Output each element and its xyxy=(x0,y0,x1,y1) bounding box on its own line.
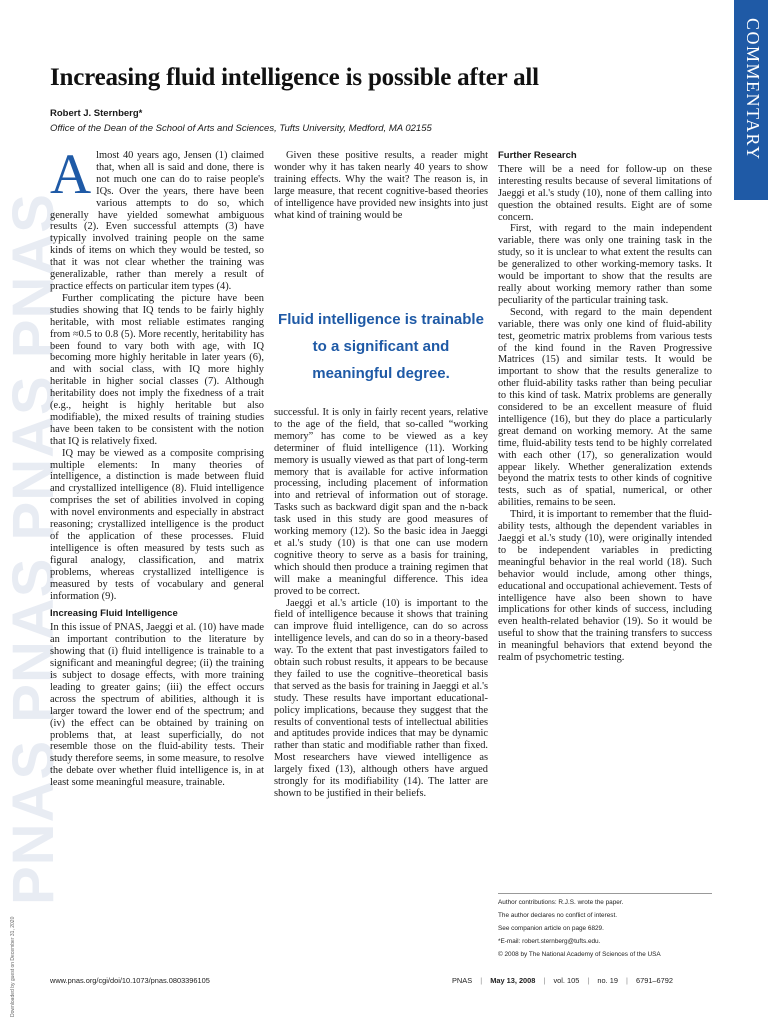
watermark-text: PNAS PNAS PNAS PNAS xyxy=(1,193,66,905)
drop-cap: A xyxy=(50,143,92,206)
footer-number: no. 19 xyxy=(597,976,618,985)
footer-date: May 13, 2008 xyxy=(490,976,536,985)
paragraph-1-text: lmost 40 years ago, Jensen (1) claimed that, when all is said and done, there is not much one can do to raise people's IQs. Over the years, there have been various attempts to do so, which generally have yielded somewhat ambiguous results (2). Even successful attempts (3) have typically involved training people on the same kinds of items on which they would be tested, so that it was not clear whether the training was generalizable, rather than merely a result of practice effects on particular item types (4). xyxy=(50,150,264,292)
paragraph-10: Third, it is important to remember that the fluid-ability tests, although the dependent variables in Jaeggi et al.'s study (10), were originally intended to be independent variables in predicting meaningful behavior in the real world (18). Such behavior would include, among other things, educational and occupational achievement. Tests of intelligence have also been shown to have implications for other kinds of success, including even health-related behavior (19). So it would be useful to show that the training transfers to success in meaningful behaviors that extend beyond the realm of psychometric testing. xyxy=(498,509,712,664)
footer-separator: | xyxy=(543,976,546,985)
paragraph-7: There will be a need for follow-up on these interesting results because of several limitations of Jaeggi et al.'s study (10), none of them calling into question the obtained results. Eight are of some concern. xyxy=(498,163,712,223)
paragraph-3: IQ may be viewed as a composite comprising multiple elements: In many theories of intelligence, a distinction is made between fluid and crystallized intelligence (8). Fluid intelligence comprises the set of abilities involved in coping with novel environments and especially in abstract reasoning; crystallized intelligence is the product of the application of these processes. Fluid intelligence is often measured by tests such as figural analogy, classification, and matrix problems, whereas crystallized intelligence is measured by tests of vocabulary and general information (9). xyxy=(50,447,264,602)
footer-pages: 6791–6792 xyxy=(635,976,673,985)
column-2-bottom xyxy=(274,407,488,800)
note-companion: See companion article on page 6829. xyxy=(498,925,604,932)
pull-quote: Fluid intelligence is trainable to a significant and meaningful degree. xyxy=(278,311,484,382)
citation-footer xyxy=(452,976,673,985)
footnotes xyxy=(498,893,712,961)
paragraph-2: Further complicating the picture have been studies showing that IQ tends to be fairly highly heritable, with most reliable estimates ranging from ≈0.5 to 0.8 (5). More recently, heritability has been found to vary both with age, with IQ becoming more highly heritable in later years (6), and with social class, with IQ more highly heritable in higher social classes (7). Although heritability does not imply the fixedness of a trait (e.g., height is highly heritable but also modifiable), the mixed results of training studies have been taken to be consistent with the notion that IQ is relatively fixed. xyxy=(50,292,264,447)
article-author: Robert J. Sternberg* xyxy=(50,108,143,119)
column-1 xyxy=(50,143,264,789)
author-affiliation: Office of the Dean of the School of Arts and Sciences, Tufts University, Medford, MA 02155 xyxy=(50,123,432,134)
footer-volume: vol. 105 xyxy=(553,976,580,985)
footer-separator: | xyxy=(587,976,590,985)
column-2-top xyxy=(274,150,488,221)
note-contributions: Author contributions: R.J.S. wrote the paper. xyxy=(498,899,624,906)
download-note xyxy=(10,912,20,1022)
paragraph-1 xyxy=(50,143,264,293)
footnote-rule xyxy=(498,893,712,894)
paragraph-5: Given these positive results, a reader might wonder why it has taken nearly 40 years to show training effects. Why the wait? The reason is, in large measure, that recent cognitive-based theories of intelligence have provided new insights into just what kind of training would be xyxy=(274,150,488,221)
note-copyright: © 2008 by The National Academy of Sciences of the USA xyxy=(498,951,661,958)
note-conflict: The author declares no conflict of interest. xyxy=(498,912,618,919)
paragraph-4: In this issue of PNAS, Jaeggi et al. (10) have made an important contribution to the literature by showing that (i) fluid intelligence is trainable to a significant and meaningful degree; (ii) the training is subject to dosage effects, with more training leading to greater gains; (iii) the effect occurs across the spectrum of abilities, although it is larger toward the lower end of the spectrum; and (iv) the effect can be obtained by training on problems that, at least superficially, do not resemble those on the fluid-ability tests. Their study therefore seems, in some measure, to resolve the debate over whether fluid intelligence is, in at least some meaningful measure, trainable. xyxy=(50,622,264,789)
note-email[interactable]: *E-mail: robert.sternberg@tufts.edu. xyxy=(498,938,601,945)
footer-separator: | xyxy=(626,976,628,985)
paragraph-5-continued: successful. It is only in fairly recent years, relative to the age of the field, that so-called “working memory” has come to be viewed as a key determiner of fluid intelligence (11). Working memory is usually viewed as that part of long-term memory that is available for active information processing, including placement of information into and retrieval of information out of storage. Tasks such as backward digit span and the n-back task used in this study are good measures of working memory (12). So the basic idea in Jaeggi et al.'s study (10) is that one can use modern cognitive theory to serve as a basis for training, which should then produce a training regimen that will make a meaningful difference. This idea proved to be correct. xyxy=(274,407,488,597)
section-heading-increasing-fluid-intelligence: Increasing Fluid Intelligence xyxy=(50,608,178,620)
paragraph-8: First, with regard to the main independent variable, there was only one training task in the study, so it is unclear to what extent the results can be generalized to other working-memory tasks. It would be important to show that the results are really about working memory rather than some peculiarity of the particular training task. xyxy=(498,223,712,306)
section-heading-further-research: Further Research xyxy=(498,150,577,161)
footer-separator: | xyxy=(480,976,483,985)
article-title: Increasing fluid intelligence is possible after all xyxy=(50,64,539,91)
doi-link[interactable]: www.pnas.org/cgi/doi/10.1073/pnas.0803396105 xyxy=(50,976,210,985)
paragraph-6: Jaeggi et al.'s article (10) is important to the field of intelligence because it shows that training can improve fluid intelligence, can do so across intelligence levels, and can do so in a theory-based way. To the extent that past investigators failed to obtain such robust results, it appears to be because they failed to use the cognitive–theoretical basis that served as the basis for training in Jaeggi et al.'s study. These results have important educational-policy implications, because they suggest that the results of conventional tests of intellectual abilities and aptitudes provide indices that may be dynamic rather than static and modifiable rather than fixed. Most researchers have viewed intelligence as largely fixed (13), although others have argued strongly for its modifiability (14). The latter are shown to be justified in their beliefs. xyxy=(274,597,488,799)
footer-journal: PNAS xyxy=(452,976,473,985)
section-tab-label: COMMENTARY xyxy=(743,18,763,161)
column-3 xyxy=(498,150,712,664)
download-note-text: Downloaded by guest on December 31, 2020 xyxy=(10,916,16,1017)
section-tab xyxy=(734,0,768,200)
pnas-watermark xyxy=(0,0,66,1024)
paragraph-9: Second, with regard to the main dependent variable, there was only one kind of fluid-ability test, geometric matrix problems from various tests of the kind found in the Raven Progressive Matrices (15) and similar tests. It would be important to show that the results generalize to other fluid-ability tasks rather than being peculiar to this kind of task. Matrix problems are generally considered to be an excellent measure of fluid intelligence (16), but they do place a particularly great demand on working memory. At the same time, fluid-ability tests tend to be highly correlated with each other (17), so generalization would appear likely. Whether generalization extends beyond the matrix tests to other kinds of cognitive tests, such as of spatial, numerical, or other abilities, remains to be seen. xyxy=(498,306,712,509)
